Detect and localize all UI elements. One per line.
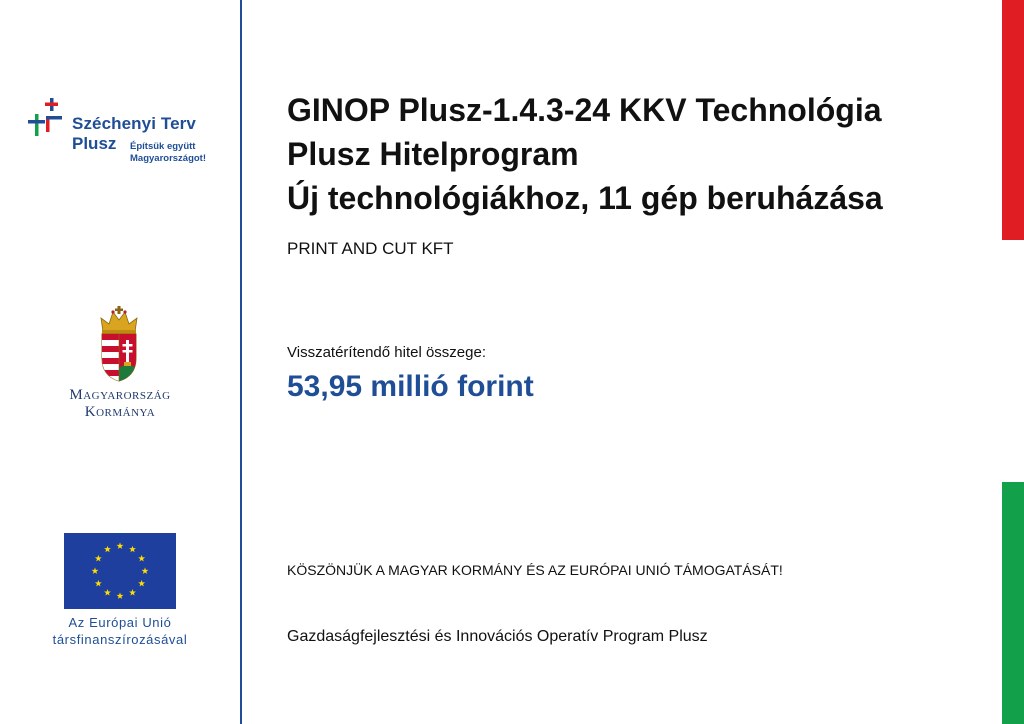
- slogan-line-1: Építsük együtt: [130, 141, 196, 152]
- program-name: Gazdaságfejlesztési és Innovációs Operatív Program Plusz: [287, 628, 708, 645]
- slogan-line-2: Magyarországot!: [130, 153, 207, 164]
- loan-amount-value: 53,95 millió forint: [287, 370, 534, 403]
- eu-flag-icon: [64, 533, 176, 609]
- eu-cofinancing-text: [30, 614, 210, 648]
- szechenyi-plusz: Plusz: [72, 134, 117, 153]
- government-line-1: Magyarország: [69, 387, 171, 403]
- vertical-divider: [240, 0, 242, 724]
- flag-red-stripe: [1002, 0, 1024, 240]
- szechenyi-slogan: [130, 141, 206, 165]
- eu-line-2: társfinanszírozásával: [52, 632, 188, 647]
- hungarian-coat-of-arms-icon: [97, 306, 141, 382]
- szechenyi-cross-icon: [26, 96, 72, 142]
- szechenyi-title: Széchenyi Terv: [72, 114, 196, 133]
- eu-line-1: Az Európai Unió: [68, 615, 172, 630]
- hungarian-government-text: [40, 387, 200, 421]
- government-line-2: Kormánya: [84, 404, 156, 420]
- thanks-text: KÖSZÖNJÜK A MAGYAR KORMÁNY ÉS AZ EURÓPAI UNIÓ TÁMOGATÁSÁT!: [287, 562, 783, 578]
- title-line-2: Plusz Hitelprogram: [287, 136, 579, 172]
- loan-amount-label: Visszatérítendő hitel összege:: [287, 344, 487, 361]
- title-line-1: GINOP Plusz-1.4.3-24 KKV Technológia: [287, 92, 882, 128]
- beneficiary-company: PRINT AND CUT KFT: [287, 239, 454, 258]
- flag-green-stripe: [1002, 482, 1024, 724]
- title-line-3: Új technológiákhoz, 11 gép beruházása: [287, 180, 883, 216]
- project-title: [287, 88, 987, 220]
- szechenyi-terv-logo: [26, 94, 226, 184]
